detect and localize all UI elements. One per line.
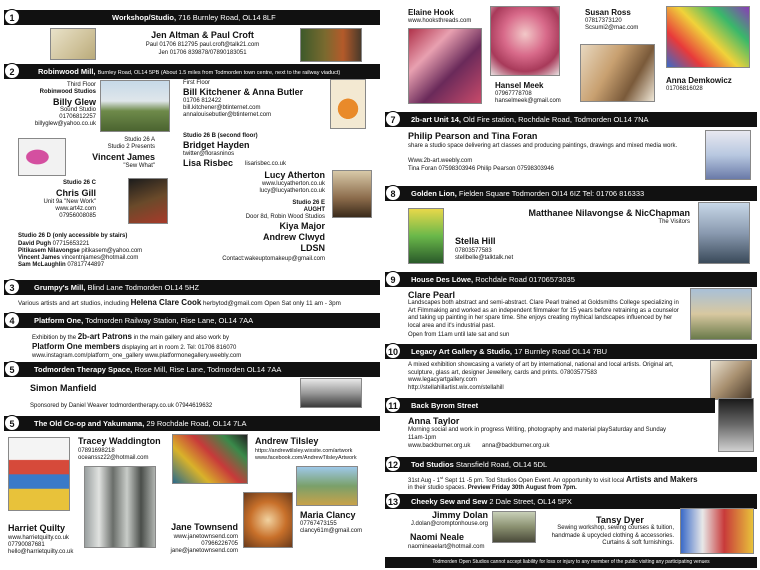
harriet-line: 07790087681 [8,542,45,548]
hansel-line: hanselmeek@gmail.com [495,98,561,104]
artwork-thumbnail [705,130,751,180]
naomi-neale: Naomi Neale [410,532,465,542]
section-3-number: 3 [4,279,20,295]
section-2-number: 2 [4,63,20,79]
artwork-thumbnail [408,28,482,104]
studio-26b: Studio 26 B (second floor) [183,133,258,139]
s11-contact: www.backburner.org.uk anna@backburner.org.uk [408,443,550,449]
billy-line: 01706812257 [59,114,96,120]
s1-jen: Jen 01706 839878/07890183051 [158,50,247,56]
artwork-thumbnail [680,508,754,554]
chris-line: www.art4z.com [55,206,96,212]
section-7-header: 2b-art Unit 14, Old Fire station, Rochdale Road, Todmorden OL14 7NA [385,112,757,127]
s7-desc: share a studio space delivering art classes and producing paintings, drawings and mixed media work. [408,143,678,149]
s11-desc: Morning social and work in progress Writing, photography and material playSaturday and Sunday 11am-1pm [408,427,667,441]
artwork-thumbnail [8,437,70,511]
section-9-header: House Des Löwe, Rochdale Road 01706573035 [385,272,757,287]
section-5b-number: 5 [4,415,20,431]
section-3-header: Grumpy's Mill, Blind Lane Todmorden OL14 5HZ [4,280,380,295]
section-13-number: 13 [385,493,401,509]
artwork-thumbnail [18,138,66,176]
s7-web: Www.2b-art.weebly.com [408,158,473,164]
kiya-major: Kiya Major [279,221,325,231]
section-9-number: 9 [385,271,401,287]
studio-26d: Studio 26 D (only accessible by stairs) [18,233,128,239]
maria-line: 07767473155 [300,521,337,527]
section-12-header: Tod Studios Stansfield Road, OL14 5DL [385,457,757,472]
the-visitors: The Visitors [658,219,690,225]
artwork-thumbnail [128,178,168,224]
section-4-number: 4 [4,312,20,328]
studio-2-presents: Studio 2 Presents [107,144,155,150]
ldsn-contact: Contact:wakeuptomakeup@gmail.com [222,256,325,262]
susan-line: Scsumi2@mac.com [585,25,639,31]
susan-line: 07817373120 [585,18,622,24]
simon-manfield: Simon Manfield [30,383,97,393]
s26d-line: David Pugh 07715653221 [18,241,90,247]
sew-what: "Sew What" [123,163,155,169]
s9-open: Open from 11am until late sat and sun [408,332,510,338]
tracey-line: 07891698218 [78,448,115,454]
door-8d: Door 8d, Robin Wood Studios [245,214,325,220]
philip-tina: Philip Pearson and Tina Foran [408,131,538,141]
tracey-waddington: Tracey Waddington [78,436,161,446]
lisa-web: lisarisbec.co.uk [245,161,287,167]
anna-phone: 01706816028 [666,86,703,92]
clare-pearl: Clare Pearl [408,290,456,300]
andrew-tilsley: Andrew Tilsley [255,436,319,446]
jane-townsend: Jane Townsend [171,522,238,532]
s4-line1: Exhibition by the 2b-art Patrons in the main gallery and also work by [32,332,229,341]
first-floor: First Floor [183,80,210,86]
harriet-line: www.harrietquilty.co.uk [8,535,69,541]
artwork-thumbnail [300,28,362,62]
jimmy-dolan: Jimmy Dolan [431,510,488,520]
s5a-sponsor: Sponsored by Daniel Weaver todmordentherapy.co.uk 07944619632 [30,403,213,409]
artwork-thumbnail [84,466,156,548]
footer-disclaimer: Todmorden Open Studios cannot accept liability for loss or injury to any member of the public visiting any participating venues [385,557,757,568]
anna-taylor: Anna Taylor [408,416,460,426]
section-12-number: 12 [385,456,401,472]
stella-hill: Stella Hill [455,236,496,246]
artwork-thumbnail [100,80,170,132]
section-13-header: Cheeky Sew and Sew 2 Dale Street, OL14 5PX [385,494,757,509]
bridget-hayden: Bridget Hayden [183,140,250,150]
section-2-header: Robinwood Mill, Burnley Road, OL14 5PB (About 1.5 miles from Todmorden town centre, next to the railway viaduct) [4,64,380,79]
chris-gill: Chris Gill [55,188,96,198]
robinwood-studios: Robinwood Studios [39,89,96,95]
section-7-number: 7 [385,111,401,127]
billy-glew: Billy Glew [52,97,96,107]
s10-desc: A mixed exhibition showcasing a variety of art by international, national and local artists. Original art, sculpture, glass art, designer Jewellery, cards and prints. 07803577583 [408,362,674,376]
section-10-number: 10 [385,343,401,359]
jane-line: 07966226705 [201,541,238,547]
section-8-header: Golden Lion, Fielden Square Todmorden OI14 6IZ Tel: 01706 816333 [385,186,757,201]
elaine-hook: Elaine Hook [408,8,454,17]
lucy-line: www.lucyatherton.co.uk [261,181,325,187]
susan-ross: Susan Ross [585,8,631,17]
ldsn: LDSN [300,243,325,253]
section-5a-header: Todmorden Therapy Space, Rose Mill, Rise Lane, Todmorden OL14 7AA [4,362,380,377]
studio-26e: Studio 26 E [292,200,325,206]
section-1-header: Workshop/Studio, 716 Burnley Road, OL14 8LF [4,10,380,25]
section-11-number: 11 [385,397,401,413]
section-5b-header: The Old Co-op and Yakumama, 29 Rochdale Road, OL14 7LA [4,416,380,431]
andrew-clwyd: Andrew Clwyd [262,232,325,242]
s12-line1: 31st Aug - 1st Sept 11 -5 pm. Tod Studios Open Event. An opportunity to visit local Artists and Makers [408,475,698,484]
billy-line: billyglew@yahoo.co.uk [34,121,96,127]
matthanee-nic: Matthanee Nilavongse & NicChapman [528,208,690,218]
jane-line: www.janetownsend.com [173,534,238,540]
lucy-atherton: Lucy Atherton [264,170,325,180]
s26d-line: Vincent James vincentnjames@hotmail.com [18,255,139,261]
studio-26a: Studio 26 A [124,137,155,143]
stella-line: stellbelle@talktalk.net [455,255,514,261]
studio-26c: Studio 26 C [62,180,96,186]
bill-line: bill.kitchener@btinternet.com [183,105,261,111]
bill-line: 01706 812422 [183,98,222,104]
s3-text: Various artists and art studios, including Helena Clare Cook herbytod@gmail.com Open Sat only 11 am - 3pm [18,298,341,307]
lucy-line: lucy@lucyatherton.co.uk [259,188,325,194]
harriet-line: hello@harrietquilty.co.uk [8,549,74,555]
naomi-email: naomineaelart@hotmail.com [408,544,485,550]
artwork-thumbnail [330,79,366,129]
aught: AUGHT [303,207,325,213]
bridget-twitter: twitter@florasninos [183,151,235,157]
s4-line3: www.instagram.com/platform_one_gallery www.platformonegallery.weebly.com [32,353,242,359]
artwork-thumbnail [490,6,560,76]
section-8-number: 8 [385,185,401,201]
artwork-thumbnail [690,288,752,340]
s12-line2: in their studio spaces. Preview Friday 30th August from 7pm. [408,485,577,491]
s10-web2: http://stellahillartist.wix.com/stellahill [408,385,504,391]
jimmy-email: J.dolan@cromptonhouse.org [410,521,488,527]
artwork-thumbnail [300,378,362,408]
vincent-james: Vincent James [92,152,155,162]
lisa-risbec: Lisa Risbec [183,158,234,168]
s26d-line: Pitikasem Nilavongse pitikasem@yahoo.com [18,248,143,254]
artwork-thumbnail [710,360,752,400]
s4-line2: Platform One members displaying art in room 2. Tel: 01706 816070 [32,342,237,351]
s7-tel: Tina Foran 07598303946 Philip Pearson 07598303946 [408,166,554,172]
s26d-line: Sam McLaughlin 07817744897 [18,262,105,268]
artwork-thumbnail [243,492,293,548]
third-floor: Third Floor [66,82,96,88]
section-10-header: Legacy Art Gallery & Studio, 17 Burnley Road OL14 7BU [385,344,757,359]
andrew-tilsley-line: https://andrewtilsley.wixsite.com/artwork [255,448,353,454]
chris-line: Unit 9a "New Work" [43,199,96,205]
section-1-number: 1 [4,9,20,25]
section-5a-number: 5 [4,361,20,377]
tansy-desc: Sewing workshop, sewing courses & tuition, handmade & upcycled clothing & accessories. Curtains & soft furnishings. [551,525,674,546]
section-11-header: Back Byrom Street [385,398,715,413]
chris-line: 07956008085 [59,213,96,219]
hansel-meek: Hansel Meek [495,81,544,90]
hansel-line: 07967778708 [495,91,532,97]
elaine-web: www.hooksthreads.com [408,18,472,24]
artwork-thumbnail [50,28,96,60]
billy-line: Sound Studio [59,107,96,113]
stella-line: 07803577583 [455,248,492,254]
maria-line: clancy61m@gmail.com [300,528,363,534]
anna-demkowicz: Anna Demkowicz [666,76,732,85]
artwork-thumbnail [580,44,655,102]
artwork-thumbnail [666,6,750,68]
s9-desc: Landscapes both abstract and semi-abstract. Clare Pearl trained at Goldsmiths College specializing in Art Filmmaking and worked as an independent filmmaker for 15 years before retraining as a counselor and taking up painting in her spare time. She enjoys creating mythical landscapes influenced by her local area and it's industrial past. [408,300,679,329]
andrew-tilsley-line: www.facebook.com/AndrewTilsleyArtwork [255,455,357,461]
artwork-thumbnail [408,208,444,264]
bill-line: annalouisebutler@btinternet.com [183,112,272,118]
jane-line: jane@janetownsend.com [170,548,238,554]
artwork-thumbnail [492,511,536,543]
artwork-thumbnail [296,466,358,506]
harriet-quilty: Harriet Quilty [8,523,66,533]
s10-web1: www.legacyartgallery.com [408,377,477,383]
bill-anna: Bill Kitchener & Anna Butler [183,87,304,97]
s1-names: Jen Altman & Paul Croft [151,30,254,40]
section-4-header: Platform One, Todmorden Railway Station, Rise Lane, OL14 7AA [4,313,380,328]
maria-clancy: Maria Clancy [300,510,356,520]
artwork-thumbnail [332,170,372,218]
artwork-thumbnail [172,434,248,484]
tansy-dyer: Tansy Dyer [596,515,644,525]
artwork-thumbnail [698,202,750,264]
s1-paul: Paul 01706 812795 paul.croft@talk21.com [145,42,260,48]
tracey-line: oceanssz22@hotmail.com [78,455,149,461]
artwork-thumbnail [718,398,754,452]
